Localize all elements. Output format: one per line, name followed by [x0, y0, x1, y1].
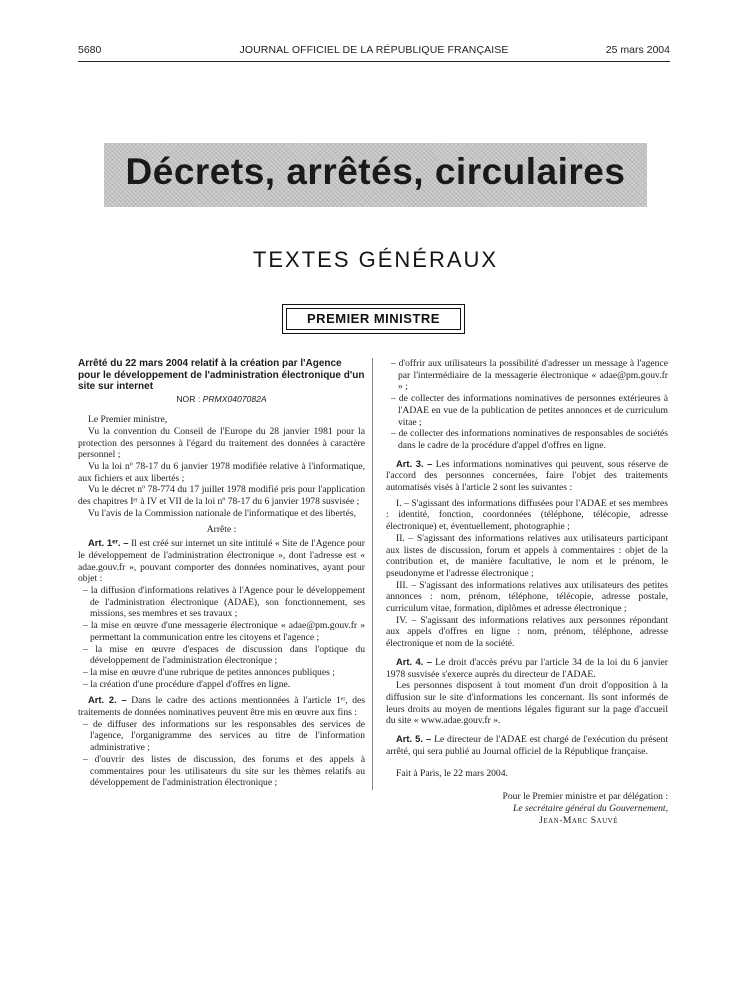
journal-title: JOURNAL OFFICIEL DE LA RÉPUBLIQUE FRANÇAISE: [239, 44, 509, 56]
column-divider: [372, 358, 373, 790]
issue-date: 25 mars 2004: [605, 44, 670, 56]
ministry-name: PREMIER MINISTRE: [286, 308, 461, 330]
article-4-text: Le droit d'accès prévu par l'article 34 de la loi du 6 janvier 1978 susvisée s'exerce auprès du directeur de l'ADAE.: [386, 656, 668, 680]
list-item: – de collecter des informations nominatives de responsables de sociétés dans le cadre de la procédure d'appel d'offres en ligne.: [391, 428, 668, 451]
nor-reference: [78, 394, 365, 406]
signature-name: Jean-Marc Sauvé: [539, 814, 618, 826]
list-item: – la création d'une procédure d'appel d'offres en ligne.: [83, 678, 291, 690]
article-2-text: Dans le cadre des actions mentionnées à l'article 1ᵉʳ, des traitements de données nominatives peuvent être mis en œuvre aux fins :: [78, 695, 366, 719]
article-3-text: Les informations nominatives qui peuvent, sous réserve de l'accord des personnes concernées, faire l'objet des traitements automatisés visés à l'article 2 sont les suivantes :: [386, 458, 669, 494]
article-3-label: Art. 3. –: [396, 457, 433, 469]
roman-item: I. – S'agissant des informations diffusées pour l'ADAE et ses membres : identité, fonction, coordonnées (téléphone, télécopie, adresse électronique) et, éventuellement, photographie ;: [386, 497, 668, 533]
list-item: – la diffusion d'informations relatives à l'Agence pour le développement de l'administration électronique (ADAE), son fonctionnement, ses missions, ses membres et ses travaux ;: [83, 585, 365, 620]
running-header: [78, 44, 670, 60]
list-item: – la mise en œuvre d'une messagerie électronique « adae@pm.gouv.fr » permettant la communication entre les citoyens et l'agence ;: [83, 620, 365, 643]
vu-paragraph: Vu la convention du Conseil de l'Europe du 28 janvier 1981 pour la protection des personnes à l'égard du traitement des données à caractère personnel ;: [78, 425, 365, 461]
article-2-label: Art. 2. –: [88, 694, 127, 706]
article-5: [386, 733, 668, 757]
article-2: [78, 694, 365, 718]
list-item: – d'ouvrir des listes de discussion, des forums et des appels à commentaires pour les utilisateurs du site sur les thèmes relatifs au développement de l'administration électronique ;: [83, 753, 365, 789]
article-4: [386, 656, 668, 680]
article-3: [386, 458, 668, 494]
right-column: [386, 358, 668, 826]
section-banner: [104, 143, 647, 207]
article-4-paragraph: Les personnes disposent à tout moment d'un droit d'opposition à la diffusion sur le site d'informations les concernant. Ils sont informés de leurs droits au moyen de mentions légales figurant sur la page d'accueil du site « www.adae.gouv.fr ».: [386, 680, 668, 727]
article-1-text: Il est créé sur internet un site intitulé « Site de l'Agence pour le développement de l'administration électronique », dont l'adresse est « adae.gouv.fr », pouvant comporter des données nominatives, ayant pour objet :: [78, 538, 365, 585]
signature-title: Le secrétaire général du Gouvernement,: [513, 802, 668, 814]
page-number: 5680: [78, 44, 102, 56]
ministry-box: [282, 304, 465, 334]
banner-title: Décrets, arrêtés, circulaires: [125, 151, 626, 192]
article-5-text: Le directeur de l'ADAE est chargé de l'exécution du présent arrêté, qui sera publié au Journal officiel de la République française.: [386, 734, 668, 757]
vu-paragraph: Vu la loi nº 78-17 du 6 janvier 1978 modifiée relative à l'informatique, aux fichiers et aux libertés ;: [78, 461, 365, 484]
list-item: – de collecter des informations nominatives de personnes extérieures à l'ADAE en vue de la publication de petites annonces et de curriculum vitae ;: [391, 393, 668, 428]
article-1: [78, 537, 365, 585]
signature-delegation: Pour le Premier ministre et par délégation :: [502, 791, 668, 803]
roman-item: II. – S'agissant des informations relatives aux utilisateurs participant aux listes de discussion, forum et appels à commentaires : objet de la contribution et, de manière facultative, le nom et le prénom, le pseudonyme et l'adresse électronique ;: [386, 532, 668, 579]
nor-label: NOR :: [176, 393, 201, 404]
header-rule: [78, 61, 670, 62]
article-5-label: Art. 5. –: [396, 733, 432, 745]
vu-paragraph: Vu le décret nº 78-774 du 17 juillet 1978 modifié pris pour l'application des chapitres Iᵉʳ à IV et VII de la loi nº 78-17 du 6 janvier 1978 susvisée ;: [78, 484, 365, 508]
vu-paragraph: Vu l'avis de la Commission nationale de l'informatique et des libertés,: [88, 507, 356, 519]
nor-code: PRMX0407082A: [202, 393, 267, 404]
intro-line: Le Premier ministre,: [88, 414, 168, 426]
roman-item: IV. – S'agissant des informations relatives aux personnes répondant aux appels d'offres en ligne : nom, prénom, téléphone, adresse électronique et nom de la société.: [386, 614, 668, 650]
list-item: – la mise en œuvre d'une rubrique de petites annonces publiques ;: [83, 666, 335, 678]
arrete-title: Arrêté du 22 mars 2004 relatif à la création par l'Agence pour le développement de l'administration électronique d'un site sur internet: [78, 358, 365, 392]
article-4-label: Art. 4. –: [396, 655, 432, 667]
section-title: TEXTES GÉNÉRAUX: [252, 247, 499, 272]
left-column: [78, 358, 365, 789]
list-item: – d'offrir aux utilisateurs la possibilité d'adresser un message à l'agence par l'intermédiaire de la messagerie électronique « adae@pm.gouv.fr » ;: [391, 358, 668, 393]
signature-block: [386, 791, 668, 826]
done-line: Fait à Paris, le 22 mars 2004.: [396, 767, 508, 779]
roman-item: III. – S'agissant des informations relatives aux utilisateurs des petites annonces : nom, prénom, téléphone, télécopie, adresse postale, curriculum vitae, formation, diplômes et adresse électronique ;: [386, 579, 668, 615]
arrete-label: Arrête :: [206, 523, 237, 535]
list-item: – de diffuser des informations sur les responsables des services de l'agence, l'organigramme des services au titre de l'information administrative ;: [83, 718, 365, 754]
list-item: – la mise en œuvre d'espaces de discussion dans l'optique du développement de l'administration électronique ;: [83, 643, 365, 667]
article-1-label: Art. 1ᵉʳ. –: [88, 537, 129, 549]
